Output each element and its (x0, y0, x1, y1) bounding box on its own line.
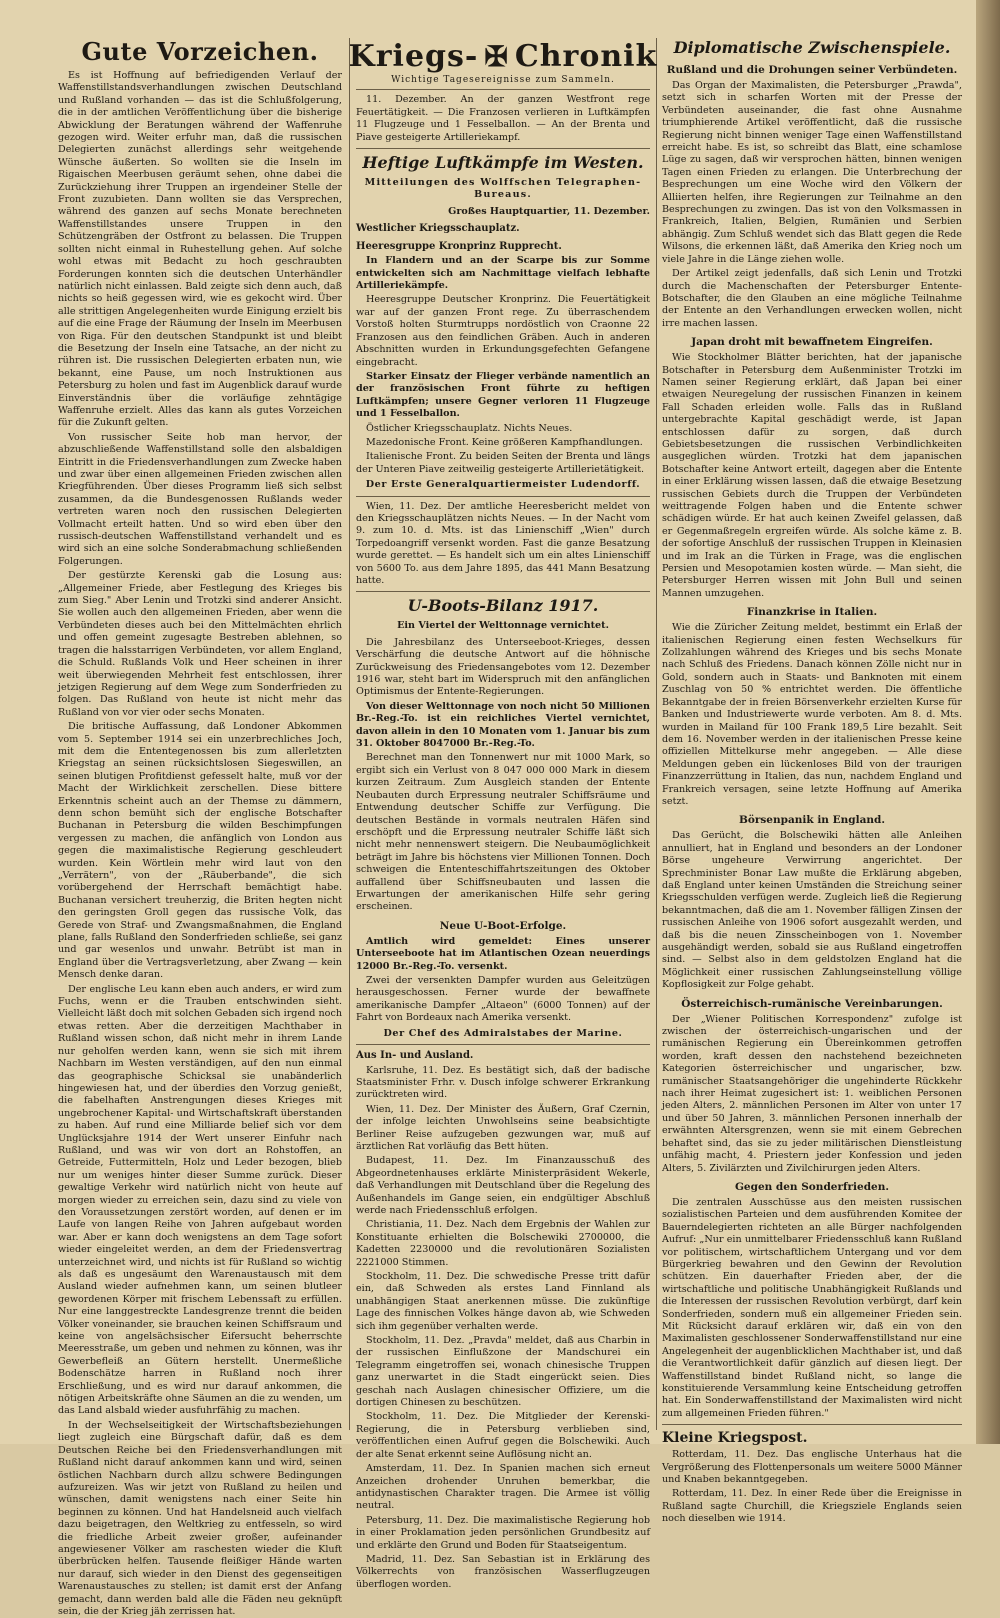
report-heading: Westlicher Kriegsschauplatz. (356, 223, 520, 235)
column-editorial (58, 37, 342, 1617)
report-paragraph: Mazedonische Front. Keine größeren Kampfhandlungen. (366, 436, 643, 448)
divider (662, 1424, 962, 1425)
uboot-subtitle: Ein Viertel der Welttonnage vernichtet. (397, 620, 609, 632)
divider (356, 591, 650, 592)
diplomacy-paragraph: Die zentralen Ausschüsse aus den meisten russischen sozialistischen Parteien und dem ausführenden Komitee der Bauerndelegierten richteten an alle Bürger nachfolgenden Aufruf: „Nur ein unmittelbarer Friedensschluß kann Rußland vor politischem, wirtschaftlichem Untergang und vor dem Bürgerkrieg bewahren und den Gewinn der Revolution schützen. Ein dauerhafter Frieden aber, der die wirtschaftliche und politische Unabhängigkeit Rußlands und die Interessen der russischen Revolution verbürgt, darf kein Sonderfrieden, sondern muß ein allgemeiner Frieden sein. Mit Rücksicht darauf erklären wir, daß ein von den Maximalisten geschlossener Sonderwaffenstillstand nur eine Angelegenheit der augenblicklichen Machthaber ist, und daß die Verantwortlichkeit dafür gänzlich auf diesen liegt. Der Waffenstillstand bindet Rußland nicht, so lange die konstituierende Versammlung keine Entscheidung getroffen hat. Ein Sonderwaffenstillstand der Maximalisten wird nicht zum allgemeinen Frieden führen." (662, 1196, 962, 1419)
diplomacy-subheading: Rußland und die Drohungen seiner Verbündeten. (666, 64, 958, 76)
divider (356, 496, 650, 497)
air-battles-title: Heftige Luftkämpfe im Westen. (362, 153, 644, 173)
diplomacy-paragraph: Das Gerücht, die Bolschewiki hätten alle Anleihen annulliert, hat in England und besonders an der Londoner Börse ungeheure Verwirrung angerichtet. Der Sprechminister Bonar Law mußte die Erklärung abgeben, daß England unter keinen Umständen die Streichung seiner Kriegsschulden verfügen werde. Zugleich ließ die Regierung bekanntmachen, daß die am 1. November fälligen Zinsen der russischen Anleihe von 1906 sofort ausgezahlt werden, und daß bis die neuen Zinsscheinbogen von 1. November ausgehändigt werden, sobald sie aus Rußland eingetroffen sind. — Selbst also in dem geldstolzen England hat die Möglichkeit einer russischen Zahlungseinstellung völlige Kopflosigkeit zur Folge gehabt. (662, 830, 962, 991)
report-paragraph: In Flandern und an der Scarpe bis zur Somme entwickelten sich am Nachmittage vielfach lebhafte Artilleriekämpfe. (356, 255, 650, 292)
news-item: Christiania, 11. Dez. Nach dem Ergebnis der Wahlen zur Konstituante erhielten die Bolschewiki 2700000, die Kadetten 2230000 und die revolutionären Sozialisten 2221000 Stimmen. (356, 1219, 650, 1268)
war-post-title: Kleine Kriegspost. (662, 1430, 808, 1447)
diplomacy-paragraph: Wie die Züricher Zeitung meldet, bestimmt ein Erlaß der italienischen Regierung einen festen Wechselkurs für Zollzahlungen während des Krieges und bis sechs Monate nach Schluß des Friedens. Danach können Zölle nicht nur in Gold, sondern auch in Staats- und Banknoten mit einem Zuschlag von 50 % entrichtet werden. Die öffentliche Bekanntgabe der in freien Börsenverkehr erzielten Kurse für Banken und Industriewerte wurde verboten. Am 8. d. Mts. wurden in Mailand für 100 Frank 189,5 Lire bezahlt. Seit dem 16. November werden in der italienischen Presse keine offiziellen Mittelkurse mehr angegeben. — Alle diese Meldungen geben ein lückenloses Bild von der traurigen Finanzzerrüttung in Italien, das nun, nachdem England und Frankreich versagen, seine letzte Hoffnung auf Amerika setzt. (662, 622, 962, 807)
news-item: Petersburg, 11. Dez. Die maximalistische Regierung hob in einer Proklamation jeden persönlichen Grundbesitz auf und erklärte den Grund und Boden für Staatseigentum. (356, 1514, 650, 1551)
column-rule-right (656, 38, 657, 1430)
uboot-title: U-Boots-Bilanz 1917. (407, 596, 599, 616)
report-paragraph: Italienische Front. Zu beiden Seiten der Brenta und längs der Unteren Piave zeitweilig gesteigerte Artillerietätigkeit. (356, 451, 650, 475)
new-uboot-paragraph: Zwei der versenkten Dampfer wurden aus Geleitzügen herausgeschossen. Ferner wurde der bewaffnete amerikanische Dampfer „Altaeon" (6000 Tonnen) auf der Fahrt von Bordeaux nach Amerika versenkt. (356, 974, 650, 1024)
air-battles-dateline: Großes Hauptquartier, 11. Dezember. (448, 205, 650, 217)
editorial-paragraph: In der Wechselseitigkeit der Wirtschaftsbeziehungen liegt zugleich eine Bürgschaft dafür, daß es dem Deutschen Reiche bei den Friedensverhandlungen mit Rußland nicht darauf ankommen kann und wird, seinen östlichen Nachbarn durch allzu schwere Bedingungen aufzureizen. Was wir jetzt von Rußland zu heilen und wünschen, damit wenigstens nach einer Seite hin beginnen zu können. Und hat Handelsneid auch vielfach dazu beigetragen, den Weltkrieg zu entfesseln, so wird die friedliche Arbeit zweier großer, aufeinander angewiesener Völker am raschesten wieder die Kluft überbrücken helfen. Tausende fleißiger Hände warten nur darauf, sich wieder in den Dienst des gegenseitigen Warenaustausches zu stellen; ist damit erst der Anfang gemacht, dann werden bald alle die Fäden neu geknüpft sein, die der Krieg jäh zerrissen hat. (58, 1419, 342, 1617)
report-paragraph: Starker Einsatz der Flieger verbände namentlich an der französischen Front führte zu heftigen Luftkämpfen; unsere Gegner verloren 11 Flugzeuge und 1 Fesselballon. (356, 370, 650, 420)
column-diplomacy (662, 38, 962, 1525)
editorial-paragraph: Es ist Hoffnung auf befriedigenden Verlauf der Waffenstillstandsverhandlungen zwischen Deutschland und Rußland vorhanden — das ist die Schlußfolgerung, die in der amtlichen Veröffentlichung über die bisherige Abwicklung der Beratungen während der Waffenruhe gezogen wird. Weiter erfuhr man, daß die russischen Delegierten zunächst allerdings sehr weitgehende Wünsche äußerten. So wollten sie die Inseln im Rigaischen Meerbusen geräumt sehen, ohne dabei die Zurückziehung ihrer Truppen an irgendeiner Stelle der Front zuzubieten. Dann wollten sie das Versprechen, während des ganzen auf sechs Monate berechneten Waffenstillstandes unsere Truppen in den Schützengräben der Ostfront zu belassen. Die Truppen sollten nicht einmal in Ruhestellung gehen. Auf solche wohl etwas mit Bedacht zu hoch geschraubten Forderungen konnten sich die deutschen Unterhändler natürlich nicht einlassen. Bald zeigte sich denn auch, daß nichts so heiß gegessen wird, wie es gekocht wird. Über alle strittigen Angelegenheiten wurde Einigung erzielt bis auf die eine Frage der Räumung der Inseln im Meerbusen von Riga. Für den deutschen Standpunkt ist und bleibt die Besetzung der Inseln eine Tatsache, an der nicht zu rühren ist. Die russischen Delegierten erbaten nun, wie bekannt, eine Pause, um noch Instruktionen aus Petersburg zu holen und fast im Augenblick darauf wurde Einverständnis über die vorläufige zehntägige Waffenruhe erzielt. Alles das kann als gutes Vorzeichen für die Zukunft gelten. (58, 70, 342, 429)
diplomacy-paragraph: Das Organ der Maximalisten, die Petersburger „Prawda", setzt sich in scharfen Worten mit der Presse der Verbündeten auseinander, die fast ohne Ausnahme triumphierende Artikel veröffentlicht, daß die russische Regierung nicht binnen weniger Tage einen Waffenstillstand erreicht habe. Es ist, so schreibt das Blatt, eine schamlose Lüge zu sagen, daß wir versprochen hätten, binnen wenigen Tagen einen Frieden zu erlangen. Die Unterbrechung der Besprechungen um eine Woche wird den Völkern der Alliierten helfen, ihre Regierungen zur Teilnahme an den Besprechungen zu zwingen. Das ist von den Volksmassen in Frankreich, Italien, Belgien, Rumänien und Serbien abhängig. Zum Schluß wendet sich das Blatt gegen die Rede Wilsons, die erkennen läßt, daß Amerika den Krieg noch um viele Jahre in die Länge ziehen wolle. (662, 80, 962, 265)
uboot-paragraph: Die Jahresbilanz des Unterseeboot-Krieges, dessen Verschärfung die deutsche Antwort auf die höhnische Zurückweisung des Friedensangebotes vom 12. Dezember 1916 war, steht bart im Widerspruch mit den anfänglichen Optimismus der Entente-Regierungen. (356, 636, 650, 698)
new-uboot-signature: Der Chef des Admiralstabes der Marine. (383, 1027, 623, 1039)
editorial-paragraph: Der englische Leu kann eben auch anders, er wird zum Fuchs, wenn er die Trauben entschwinden sieht. Vielleicht läßt doch mit solchen Gebaden sich irgend noch etwas retten. Aber die derzeitigen Machthaber in Rußland wissen schon, daß nicht mehr in ihrem Lande nur geholfen werden kann, wenn sie sich mit ihrem Nachbarn im Westen verständigen, auf den nun einmal das geographische Schicksal sie unabänderlich hingewiesen hat, und der überdies den Vorzug genießt, die fabelhaften Anstrengungen dieses Krieges mit ungebrochener Kapital- und Wirtschaftskraft überstanden zu haben. Auf rund eine Milliarde belief sich vor dem Unglücksjahre 1914 der Wert unserer Einfuhr nach Rußland, und was wir von dort an Rohstoffen, an Getreide, Futtermitteln, Holz und Leder bezogen, blieb nur um weniges hinter dieser Summe zurück. Dieser gewaltige Verkehr wird natürlich nicht von heute auf morgen wieder zu erreichen sein, dazu sind zu viele von den Voraussetzungen zerstört worden, auf denen er im Laufe von langen Reihe von Jahren aufgebaut worden war. Aber er kann doch wenigstens an dem Tage sofort wieder eingeleitet werden, an dem der Friedensvertrag unterzeichnet wird, und nichts ist für Rußland so wichtig als daß es ungesäumt den Warenaustausch mit dem Ausland wieder aufnehmen kann, um seinen blutleer gewordenen Körper mit frischem Lebenssaft zu erfüllen. Nur eine langgestreckte Landesgrenze trennt die beiden Völker voneinander, sie brauchen keinen Schiffsraum und keine von angelsächsischer Eifersucht beherrschte Meeresstraße, um geben und nehmen zu können, was ihr Gewerbefleiß an Gütern herstellt. Unermeßliche Bodenschätze harren in Rußland noch ihrer Erschließung, und es wird nur darauf ankommen, die nötigen Arbeitskräfte ohne Säumen an die zu wenden, um das Land alsbald wieder ausfuhrfähig zu machen. (58, 983, 342, 1417)
editorial-paragraph: Die britische Auffassung, daß Londoner Abkommen vom 5. September 1914 sei ein unzerbrechliches Joch, mit dem die Ententegenossen bis zum allerletzten Kriegstag an seinen rücksichtslosen Siegeswillen, an seinen blutigen Profitdienst gefesselt halte, muß vor der Macht der Wirklichkeit zerschellen. Diese bittere Erkenntnis scheint auch an der Themse zu dämmern, denn schon bemüht sich der englische Botschafter Buchanan in Petersburg die wilden Beschimpfungen vergessen zu machen, die anfänglich von London aus gegen die maximalistische Regierung geschleudert wurden. Kein Wörtlein mehr wird laut von den „Verrätern", von der „Räuberbande", die sich vorübergehend der Herrschaft bemächtigt habe. Buchanan versichert treuherzig, die Briten hegten nicht den geringsten Groll gegen das russische Volk, das Gerede von Straf- und Zwangsmaßnahmen, die England plane, falls Rußland den Sonderfrieden schließe, sei ganz und gar wesenlos und unwahr. Betrübt ist man in England über die Vertragsverletzung, aber Zwang — kein Mensch denke daran. (58, 721, 342, 981)
news-item: Budapest, 11. Dez. Im Finanzausschuß des Abgeordnetenhauses erklärte Ministerpräsident Wekerle, daß Verhandlungen mit Deutschland über die Regelung des Außenhandels im Gange seien, ein endgültiger Abschluß werde nach Friedensschluß erfolgen. (356, 1155, 650, 1216)
diplomacy-paragraph: Der „Wiener Politischen Korrespondenz" zufolge ist zwischen der österreichisch-ungarischen und der rumänischen Regierung ein Übereinkommen getroffen worden, kraft dessen den nachstehend bezeichneten Kategorien österreichischer und ungarischer, bzw. rumänischer Staatsangehöriger die ungehinderte Rückkehr nach ihrer Heimat zugesichert ist: 1. weiblichen Personen jeden Alters, 2. männlichen Personen im Alter von unter 17 und über 50 Jahren, 3. männlichen Personen innerhalb der erwähnten Altersgrenzen, wenn sie mit einem Gebrechen behaftet sind, das sie zu jeder militärischen Dienstleistung unfähig macht, 4. Priestern jeder Konfession und jeden Alters, 5. Zivilärzten und Zivilchirurgen jeden Alters. (662, 1013, 962, 1174)
air-battles-subtitle: Mitteilungen des Wolffschen Telegraphen-Bureaus. (364, 177, 642, 201)
chronicle-intro: 11. Dezember. An der ganzen Westfront rege Feuertätigkeit. — Die Franzosen verlieren in Luftkämpfen 11 Flugzeuge und 1 Fesselballon. — An der Brenta und Piave gesteigerte Artilleriekampf. (356, 94, 650, 143)
divider (356, 148, 650, 149)
report-paragraph: Heeresgruppe Deutscher Kronprinz. Die Feuertätigkeit war auf der ganzen Front rege. Zu überraschendem Vorstoß holten Sturmtrupps nordöstlich von Craonne 22 Franzosen aus den feindlichen Gräben. Auch in anderen Abschnitten wurden in Erkundungsgefechten Gefangene eingebracht. (356, 294, 650, 368)
new-uboot-title: Neue U-Boot-Erfolge. (439, 919, 567, 932)
news-item: Madrid, 11. Dez. San Sebastian ist in Erklärung des Völkerrechts von französischen Wasserflugzeugen überflogen worden. (356, 1553, 650, 1590)
news-item: Stockholm, 11. Dez. Die Mitglieder der Kerenski-Regierung, die in Petersburg verblieben sind, veröffentlichen einen Aufruf gegen die Bolschewiki. Auch der alte Senat erkennt seine Auflösung nicht an. (356, 1411, 650, 1460)
uboot-paragraph: Berechnet man den Tonnenwert nur mit 1000 Mark, so ergibt sich ein Verlust von 8 047 000 000 Mark in diesem kurzen Zeitraum. Zum Ausgleich standen der Entente Neubauten durch Erpressung neutraler Schiffsräume und Entwendung deutscher Schiffe zur Verfügung. Die deutschen Bestände in vormals neutralen Häfen sind erschöpft und die Erpressung neutraler Schiffe läßt sich nicht mehr nennenswert steigern. Die Neubaumöglichkeit beträgt im Jahre bis höchstens vier Millionen Tonnen. Doch schweigen die Ententeschiffahrtszeitungen des Oktober auffallend über Schiffsneubauten und lassen die Erwartungen der amerikanischen Hilfe sehr gering erscheinen. (356, 752, 650, 913)
news-item: Karlsruhe, 11. Dez. Es bestätigt sich, daß der badische Staatsminister Frhr. v. Dusch infolge schwerer Erkrankung zurücktreten wird. (356, 1064, 650, 1101)
domestic-foreign-title: Aus In- und Ausland. (356, 1050, 474, 1061)
news-item: Wien, 11. Dez. Der Minister des Äußern, Graf Czernin, der infolge leichten Unwohlseins seine beabsichtigte Berliner Reise aufzugeben gezwungen war, muß auf ärztlichen Rat vorläufig das Bett hüten. (356, 1103, 650, 1152)
diplomacy-title: Diplomatische Zwischenspiele. (673, 38, 951, 57)
news-item: Stockholm, 11. Dez. Die schwedische Presse tritt dafür ein, daß Schweden als erstes Land Finnland als unabhängigen Staat anerkennen müsse. Die zukünftige Lage des finnischen Volkes hänge davon ab, wie Schweden sich ihm gegenüber verhalten werde. (356, 1271, 650, 1332)
diplomacy-subheading: Börsenpanik in England. (738, 814, 885, 827)
report-paragraph: Östlicher Kriegsschauplatz. Nichts Neues. (366, 422, 573, 434)
editorial-title: Gute Vorzeichen. (81, 37, 319, 66)
editorial-body (58, 70, 342, 1618)
editorial-paragraph: Von russischer Seite hob man hervor, der abzuschließende Waffenstillstand solle den alsbaldigen Eintritt in die Friedensverhandlungen zum Zwecke haben und zwar über einen allgemeinen Frieden zwischen allen Kriegführenden. Über dieses Programm ließ sich selbst zusammen, da die Bundesgenossen Rußlands weder vertreten waren noch den russischen Delegierten Vollmacht erteilt hatten. Und so wird eben über den russisch-deutschen Waffenstillstand verhandelt und es wird sich an eine solche Sonderabmachung schließenden Folgerungen. (58, 431, 342, 567)
chronicle-tagline: Wichtige Tagesereignisse zum Sammeln. (356, 74, 650, 90)
news-item: Stockholm, 11. Dez. „Pravda" meldet, daß aus Charbin in der russischen Einflußzone der Mandschurei ein Telegramm eingetroffen sei, wonach chinesische Truppen ganz unerwartet in die Stadt eingerückt seien. Dies geschah nach Auslagen chinesischer Offiziere, um die dortigen Chinesen zu beschützen. (356, 1335, 650, 1409)
divider (356, 1044, 650, 1045)
diplomacy-subheading: Japan droht mit bewaffnetem Eingreifen. (691, 336, 933, 349)
diplomacy-subheading: Österreichisch-rumänische Vereinbarungen. (681, 997, 943, 1010)
column-rule-left (349, 38, 350, 1430)
war-post-item: Rotterdam, 11. Dez. Das englische Unterhaus hat die Vergrößerung des Flottenpersonals um weitere 5000 Männer und Knaben bekanntgegeben. (662, 1449, 962, 1486)
war-post-item: Rotterdam, 11. Dez. In einer Rede über die Ereignisse in Rußland sagte Churchill, die Kriegsziele Englands seien noch dieselben wie 1914. (662, 1488, 962, 1525)
diplomacy-subheading: Finanzkrise in Italien. (746, 606, 878, 619)
diplomacy-paragraph: Der Artikel zeigt jedenfalls, daß sich Lenin und Trotzki durch die Machenschaften der Petersburger Entente-Botschafter, die den Glauben an eine mögliche Teilnahme der Entente an den Verhandlungen erwecken wollen, nicht irre machen lassen. (662, 268, 962, 329)
news-item: Amsterdam, 11. Dez. In Spanien machen sich erneut Anzeichen drohender Unruhen bemerkbar, die antidynastischen Charakter tragen. Die Armee ist völlig neutral. (356, 1463, 650, 1512)
chronicle-masthead (348, 39, 658, 74)
page-binding-edge (976, 0, 1000, 1444)
editorial-paragraph: Der gestürzte Kerenski gab die Losung aus: „Allgemeiner Friede, aber Festlegung des Krieges bis zum Sieg." Aber Lenin und Trotzki sind anderer Ansicht. Sie wollen auch den allgemeinen Frieden, aber wenn die Verbündeten dieses auch bei den Mittelmächten ehrlich und offen gemeint zugesagte Bestreben ablehnen, so tragen die halsstarrigen Verbündeten, vor allem England, die Schuld. Rußlands Volk und Heer scheinen in ihrer weit überwiegenden Mehrheit fest entschlossen, ihrer jetzigen Regierung auf dem Wege zum Sonderfrieden zu folgen. Das Rußland von heute ist nicht mehr das Rußland von vor vier oder sechs Monaten. (58, 570, 342, 718)
diplomacy-paragraph: Wie Stockholmer Blätter berichten, hat der japanische Botschafter in Petersburg dem Außenminister Trotzki im Namen seiner Regierung erklärt, daß Japan bei einer etwaigen Neuregelung der russischen Finanzen in keinem Fall Schaden erleiden wolle. Falls das in Rußland untergebrachte Kapital geschädigt werde, ist Japan entschlossen dafür zu sorgen, daß durch Gebietsbesetzungen die russischen Verbindlichkeiten ausgeglichen würden. Trotzki hat dem japanischen Botschafter keine Antwort erteilt, dagegen aber die Entente in einer Erklärung wissen lassen, daß die etwaige Besetzung russischen Gebiets durch die Truppen der Verbündeten weittragende Folgen haben und die Entente schwer schädigen würde. Er hat auch keinen Zweifel gelassen, daß er Gegenmaßregeln ergreifen würde. Als solche käme z. B. der sofortige Anschluß der russischen Truppen in Kleinasien und im Irak an die Türken in Frage, was die englischen Persien und Mesopotamien kosten würde. — Man sieht, die Petersburger Herren wissen mit John Bull und seinen Mannen umzugehen. (662, 352, 962, 599)
column-war-chronicle (348, 38, 658, 1590)
masthead-right-word: Chronik (514, 39, 658, 74)
air-battles-signature: Der Erste Generalquartiermeister Ludendorff. (365, 479, 641, 491)
report-heading: Heeresgruppe Kronprinz Rupprecht. (356, 240, 562, 252)
masthead-left-word: Kriegs- (348, 39, 479, 74)
iron-cross-icon: ✠ (484, 40, 509, 73)
uboot-paragraph: Von dieser Welttonnage von noch nicht 50 Millionen Br.-Reg.-To. ist ein reichliches Viertel vernichtet, davon allein in den 10 Monaten vom 1. Januar bis zum 31. Oktober 8047000 Br.-Reg.-To. (356, 700, 650, 750)
vienna-report: Wien, 11. Dez. Der amtliche Heeresbericht meldet von den Kriegsschauplätzen nichts Neues. — In der Nacht vom 9. zum 10. d. Mts. ist das Linienschiff „Wien" durch Torpedoangriff versenkt worden. Fast die ganze Besatzung wurde gerettet. — Es handelt sich um ein altes Linienschiff von 5600 To. aus dem Jahre 1895, das 441 Mann Besatzung hatte. (356, 500, 650, 586)
new-uboot-paragraph: Amtlich wird gemeldet: Eines unserer Unterseeboote hat im Atlantischen Ozean neuerdings 12000 Br.-Reg.-To. versenkt. (356, 935, 650, 972)
diplomacy-subheading: Gegen den Sonderfrieden. (734, 1180, 890, 1193)
